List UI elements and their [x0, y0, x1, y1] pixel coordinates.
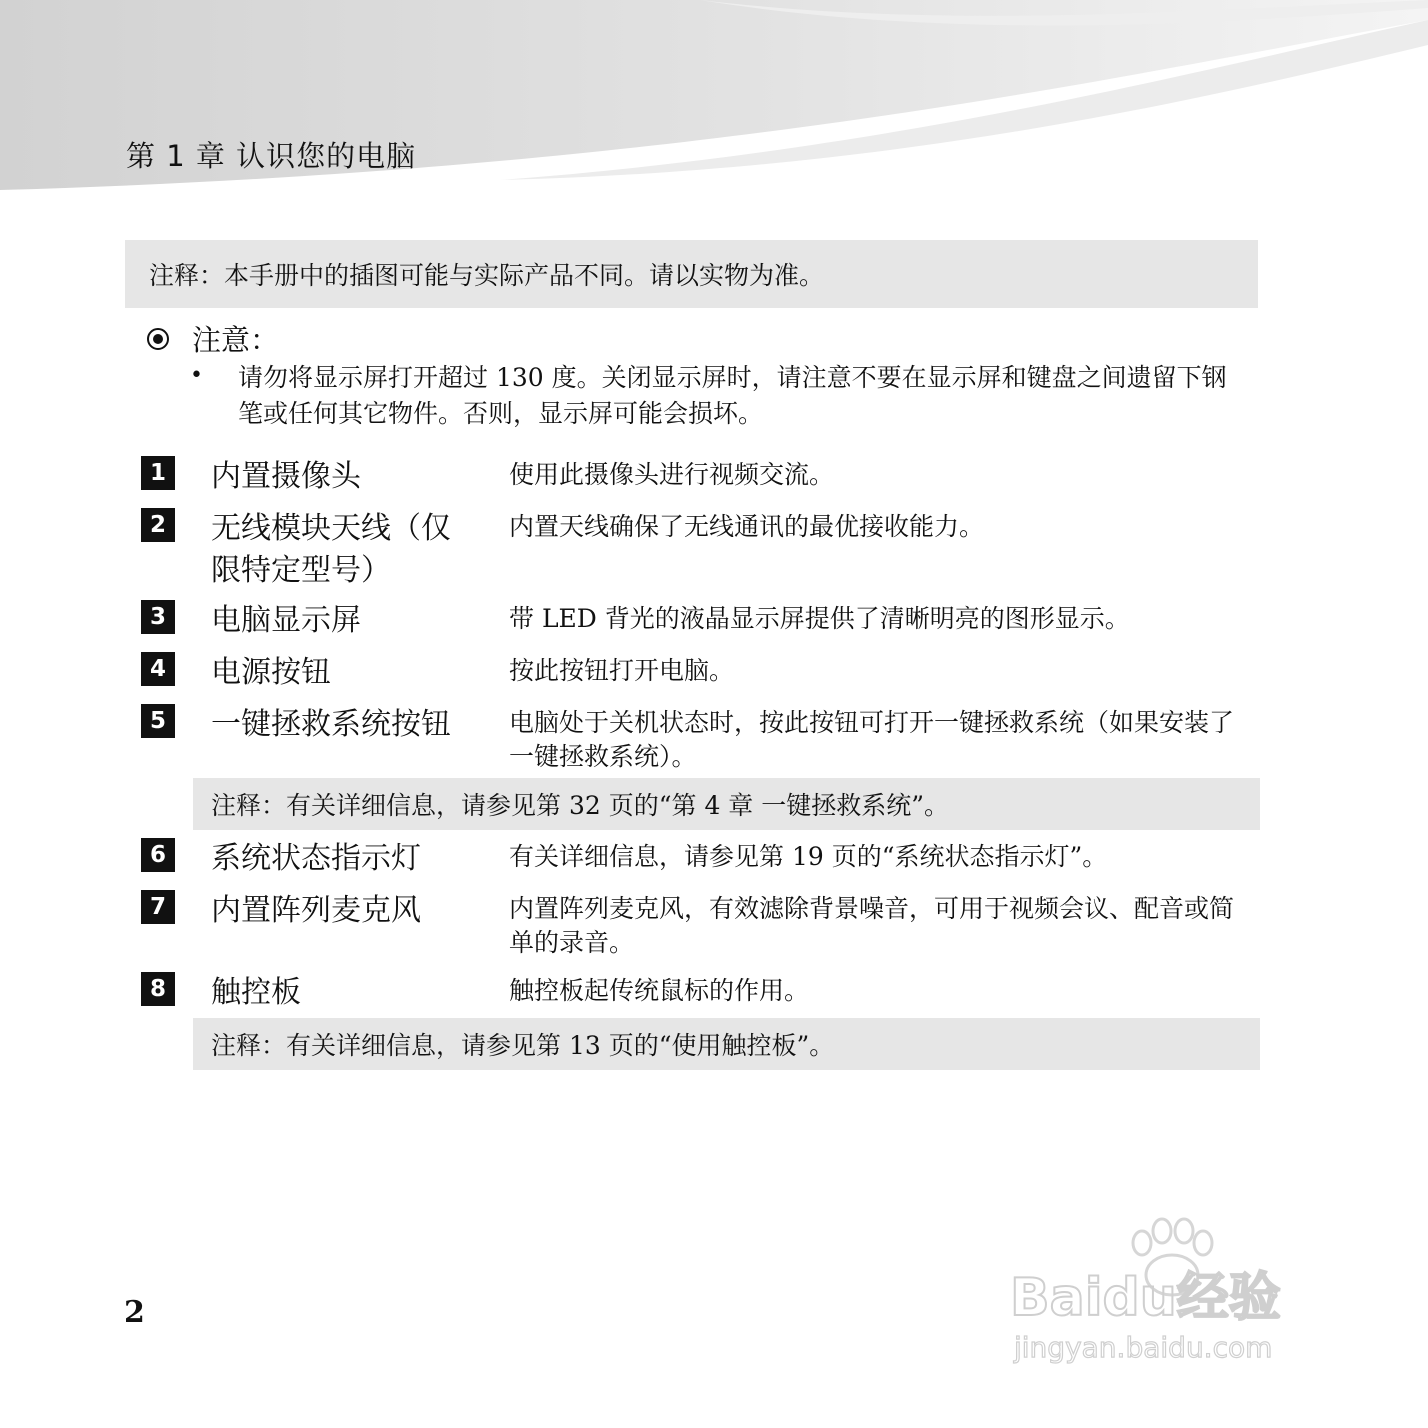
- item-name: 触控板: [211, 975, 301, 1010]
- note-text: 有关详细信息，请参见第 32 页的“第 4 章 一键拯救系统”。: [286, 791, 950, 820]
- caution-heading: [146, 318, 279, 359]
- chapter-title: 第 1 章 认识您的电脑: [126, 139, 417, 173]
- page-number: 2: [124, 1295, 145, 1330]
- item-description: 内置天线确保了无线通讯的最优接收能力。: [509, 512, 985, 541]
- item-number-badge: 8: [141, 972, 175, 1006]
- note-text: 本手册中的插图可能与实际产品不同。请以实物为准。: [224, 261, 825, 290]
- item-number-badge: 7: [141, 890, 175, 924]
- item-description: 按此按钮打开电脑。: [509, 656, 735, 685]
- item-number-badge: 2: [141, 508, 175, 542]
- item-number-badge: 5: [141, 704, 175, 738]
- item-name: 电源按钮: [211, 655, 331, 690]
- item-name: 系统状态指示灯: [211, 841, 421, 876]
- watermark-url-text: jingyan.baidu.com: [1014, 1331, 1273, 1364]
- baidu-jingyan-watermark: [1010, 1215, 1350, 1375]
- item-name: 内置摄像头: [211, 459, 361, 494]
- item-description: 内置阵列麦克风，有效滤除背景噪音，可用于视频会议、配音或简单的录音。: [509, 894, 1235, 957]
- button-note-box: [193, 778, 1260, 830]
- item-name: 一键拯救系统按钮: [211, 707, 451, 742]
- item-number-badge: 3: [141, 600, 175, 634]
- caution-text: 请勿将显示屏打开超过 130 度。关闭显示屏时，请注意不要在显示屏和键盘之间遗留下钢笔或任何其它物件。否则，显示屏可能会损坏。: [238, 363, 1227, 428]
- item-description: 使用此摄像头进行视频交流。: [509, 460, 835, 489]
- item-description: 带 LED 背光的液晶显示屏提供了清晰明亮的图形显示。: [509, 604, 1130, 633]
- note-label: 注释：: [211, 1031, 287, 1060]
- item-description: 有关详细信息，请参见第 19 页的“系统状态指示灯”。: [509, 842, 1108, 871]
- note-text: 有关详细信息，请参见第 13 页的“使用触控板”。: [286, 1031, 835, 1060]
- item-name: 电脑显示屏: [211, 603, 361, 638]
- note-label: 注释：: [149, 261, 225, 290]
- item-description: 电脑处于关机状态时，按此按钮可打开一键拯救系统（如果安装了一键拯救系统）。: [509, 708, 1235, 771]
- touchpad-note-box: [193, 1018, 1260, 1070]
- item-number-badge: 6: [141, 838, 175, 872]
- caution-heading-label: 注意：: [192, 323, 280, 357]
- item-name: 无线模块天线（仅限特定型号）: [211, 511, 451, 588]
- item-number-badge: 4: [141, 652, 175, 686]
- bullet-icon: •: [190, 363, 203, 388]
- item-number-badge: 1: [141, 456, 175, 490]
- item-description: 触控板起传统鼠标的作用。: [509, 976, 810, 1005]
- item-name: 内置阵列麦克风: [211, 893, 421, 928]
- target-icon: [146, 327, 170, 351]
- top-note-box: [125, 240, 1258, 308]
- watermark-brand-text: Baidu经验: [1010, 1268, 1281, 1328]
- note-label: 注释：: [211, 791, 287, 820]
